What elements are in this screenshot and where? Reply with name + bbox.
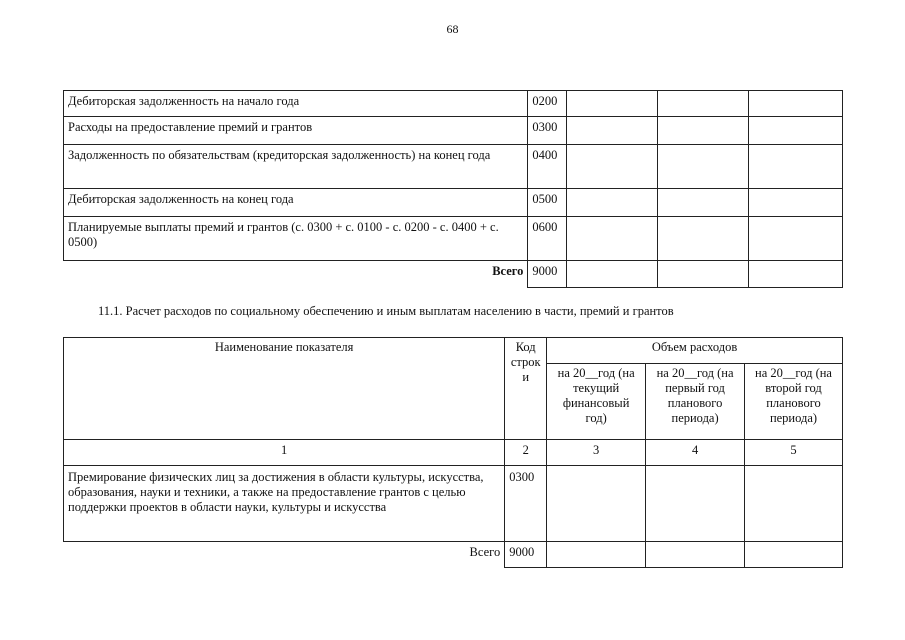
value-cell[interactable] [547,542,646,568]
value-cell[interactable] [567,261,658,288]
header-volume: Объем расходов [547,338,843,364]
table-row [64,466,843,542]
total-code: 9000 [505,542,547,568]
column-number: 1 [64,440,505,466]
row-name: Планируемые выплаты премий и грантов (с. 0300 + с. 0100 - с. 0200 - с. 0400 + с. 0500) [64,217,528,261]
table-row [64,91,843,117]
column-numbers-row [64,440,843,466]
table-row [64,117,843,145]
row-code: 0600 [528,217,567,261]
row-name: Премирование физических лиц за достижения в области культуры, искусства, образования, науки и техники, а также на предоставление грантов с целью поддержки проектов в области науки, культуры и искусства [64,466,505,542]
header-row [64,338,843,364]
value-cell[interactable] [658,261,749,288]
total-label: Всего [64,542,505,568]
value-cell[interactable] [658,145,749,189]
table-row [64,145,843,189]
row-code: 0500 [528,189,567,217]
value-cell[interactable] [547,466,646,542]
value-cell[interactable] [567,91,658,117]
total-code: 9000 [528,261,567,288]
header-year-2: на 20__год (на первый год планового периода) [646,364,745,440]
section-heading: 11.1. Расчет расходов по социальному обеспечению и иным выплатам населению в части, премий и грантов [98,304,674,318]
page-number: 68 [446,22,459,36]
column-number: 5 [745,440,843,466]
column-number: 2 [505,440,547,466]
value-cell[interactable] [749,91,843,117]
total-label: Всего [64,261,528,288]
value-cell[interactable] [749,145,843,189]
table-row [64,189,843,217]
value-cell[interactable] [749,261,843,288]
table-row [64,217,843,261]
value-cell[interactable] [567,145,658,189]
value-cell[interactable] [567,189,658,217]
row-code: 0400 [528,145,567,189]
value-cell[interactable] [749,117,843,145]
value-cell[interactable] [745,466,843,542]
header-year-1: на 20__год (на текущий финансовый год) [547,364,646,440]
value-cell[interactable] [567,117,658,145]
total-row [64,261,843,288]
column-number: 3 [547,440,646,466]
expenses-table [63,90,843,288]
header-code: Код строк и [505,338,547,440]
value-cell[interactable] [646,466,745,542]
value-cell[interactable] [646,542,745,568]
row-code: 0200 [528,91,567,117]
value-cell[interactable] [567,217,658,261]
value-cell[interactable] [749,217,843,261]
value-cell[interactable] [658,217,749,261]
value-cell[interactable] [658,91,749,117]
row-code: 0300 [528,117,567,145]
total-row [64,542,843,568]
row-name: Расходы на предоставление премий и грантов [64,117,528,145]
value-cell[interactable] [749,189,843,217]
value-cell[interactable] [658,117,749,145]
social-payments-table [63,337,843,568]
row-name: Задолженность по обязательствам (кредиторская задолженность) на конец года [64,145,528,189]
row-name: Дебиторская задолженность на начало года [64,91,528,117]
value-cell[interactable] [658,189,749,217]
value-cell[interactable] [745,542,843,568]
header-year-3: на 20__год (на второй год планового периода) [745,364,843,440]
row-name: Дебиторская задолженность на конец года [64,189,528,217]
header-name: Наименование показателя [64,338,505,440]
row-code: 0300 [505,466,547,542]
column-number: 4 [646,440,745,466]
